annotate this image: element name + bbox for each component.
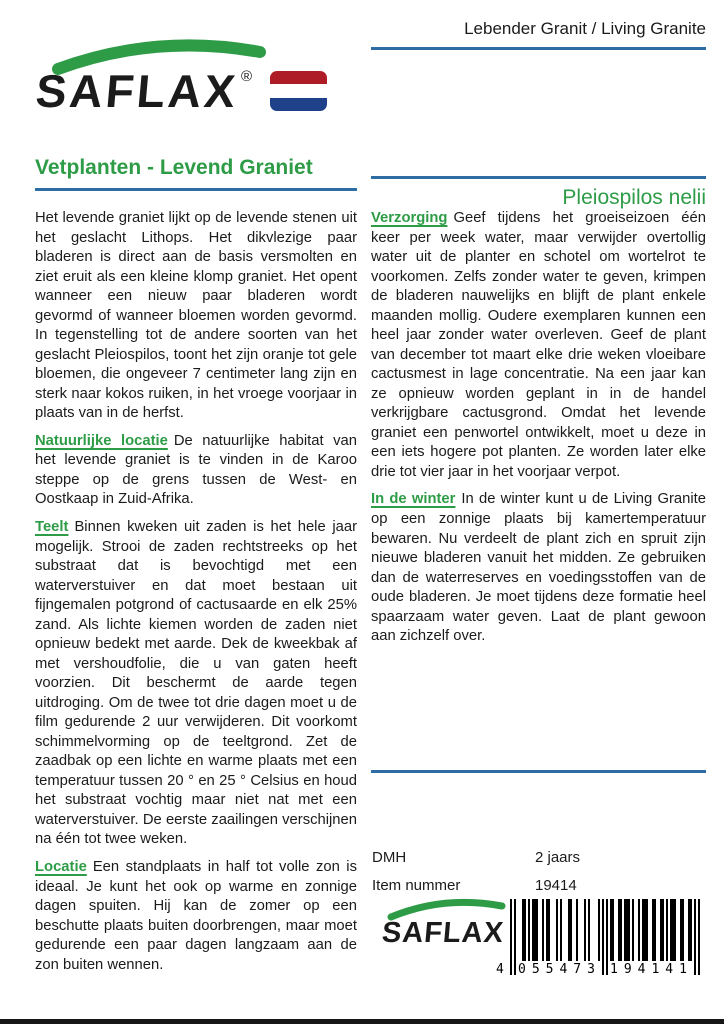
page-title: Vetplanten - Levend Graniet — [35, 156, 313, 179]
title-divider — [35, 188, 357, 191]
section-text: Geef tijdens het groeiseizoen één keer per week water, maar verwijder overtollig water uit de planter en schotel om wortelrot te voorkomen. Zelfs zonder water te geven, krimpen de bladeren nauwelijks en blijft de plant enkele maanden mollig. Oudere exemplaren kunnen een heel jaar zonder water overleven. Geef de plant van december tot maart elke drie weken vloeibare cactusmest in lage concentratie. Na een jaar kan ze opnieuw worden geplant in in de handel verkrijgbare cactusgrond. Omdat het levende graniet een penwortel ontwikkelt, moet u deze in een iets hogere pot planten. Ze worden later elke drie tot vier jaar in het voorjaar verpot. — [371, 210, 706, 480]
scan-edge — [0, 1019, 724, 1024]
registered-mark: ® — [241, 68, 253, 85]
top-divider — [371, 47, 706, 50]
section-in-de-winter — [371, 490, 706, 646]
barcode — [494, 899, 706, 991]
saflax-logo — [33, 34, 356, 117]
footer-divider — [371, 770, 706, 773]
section-heading: In de winter — [371, 491, 456, 508]
section-verzorging — [371, 209, 706, 482]
meta-value: 2 jaars — [535, 849, 581, 866]
left-column — [35, 209, 357, 983]
section-heading: Locatie — [35, 859, 87, 875]
netherlands-flag-icon — [270, 71, 327, 111]
barcode-digits-right: 194141 — [610, 962, 693, 977]
meta-row-item-number — [372, 877, 707, 894]
section-heading: Teelt — [35, 518, 69, 535]
section-text: In de winter kunt u de Living Granite op een zonnige plaats bij kamertemperatuur bewaren. Nu verdeelt de plant zich en spruit zijn nieuwe bladeren vanuit het midden. Ze gebruiken dan de waterreserves en voedingsstoffen van de oude bladeren. Je moet tijdens deze formatie heel spaarzaam water geven. Laat de plant gewoon aan zichzelf over. — [371, 491, 707, 645]
section-text: Een standplaats in half tot volle zon is ideaal. Je kunt het ook op warme en zonnige dagen spuiten. Hij kan de zomer op een beschutte plaats buiten doorbrengen, maar moet gedurende een paar dagen langzaam aan de zon buiten wennen. — [35, 859, 357, 973]
section-text: De natuurlijke habitat van het levende graniet is te vinden in de Karoo steppe op de grens tussen de West- en Oostkaap in Zuid-Afrika. — [35, 432, 357, 508]
barcode-digits-left: 055473 — [518, 962, 601, 977]
section-teelt — [35, 518, 357, 850]
section-heading: Natuurlijke locatie — [35, 432, 168, 449]
saflax-footer-logo — [378, 895, 512, 948]
meta-label: DMH — [372, 849, 407, 866]
section-heading: Verzorging — [371, 210, 448, 226]
brand-wordmark: SAFLAX — [380, 917, 506, 949]
meta-row-dmh — [372, 849, 707, 866]
brand-wordmark: SAFLAX — [33, 65, 241, 117]
species-title: Pleiospilos nelii — [562, 186, 706, 209]
right-column — [371, 209, 706, 655]
species-divider — [371, 176, 706, 179]
meta-value: 19414 — [535, 877, 577, 894]
product-subtitle: Lebender Granit / Living Granite — [464, 19, 706, 38]
meta-label: Item nummer — [372, 877, 461, 894]
section-natuurlijke-locatie — [35, 432, 357, 510]
intro-paragraph: Het levende graniet lijkt op de levende stenen uit het geslacht Lithops. Het dikvlezige paar bladeren is direct aan de basis versmolten en ziet eruit als een kleine klomp graniet. Het opent wanneer een nieuw paar bladeren wordt gevormd of wanneer bloemen worden gevormd. In tegenstelling tot de andere soorten van het geslacht Pleiospilos, toont het zijn oranje tot gele bloemen, die ongeveer 7 centimeter lang zijn en sterk naar kokos ruiken, in het vroege voorjaar in plaats van in de herfst. — [35, 210, 357, 422]
section-locatie — [35, 858, 357, 975]
section-text: Binnen kweken uit zaden is het hele jaar mogelijk. Strooi de zaden rechtstreeks op het substraat dat is bevochtigd met een waterverstuiver en dat moet bestaan uit fijngemalen potgrond of cactusaarde en elk 25% zand. Als lichte kiemen worden de zaden niet opnieuw bedekt met aarde. Dek de kweekbak af met vershoudfolie, die u van gaten heeft voorzien. Dit beschermt de aarde tegen uitdroging. Om de twee tot drie dagen moet u de film gedurende 2 uur verwijderen. Dit voorkomt schimmelvorming op de teeltgrond. Zet de zaadbak op een lichte en warme plaats met een temperatuur tussen 20 ° en 25 ° Celsius en houd het substraat vochtig maar niet nat met een waterverstuiver. De eerste zaailingen verschijnen na één tot twee weken. — [35, 518, 357, 848]
barcode-first-digit: 4 — [496, 962, 504, 977]
